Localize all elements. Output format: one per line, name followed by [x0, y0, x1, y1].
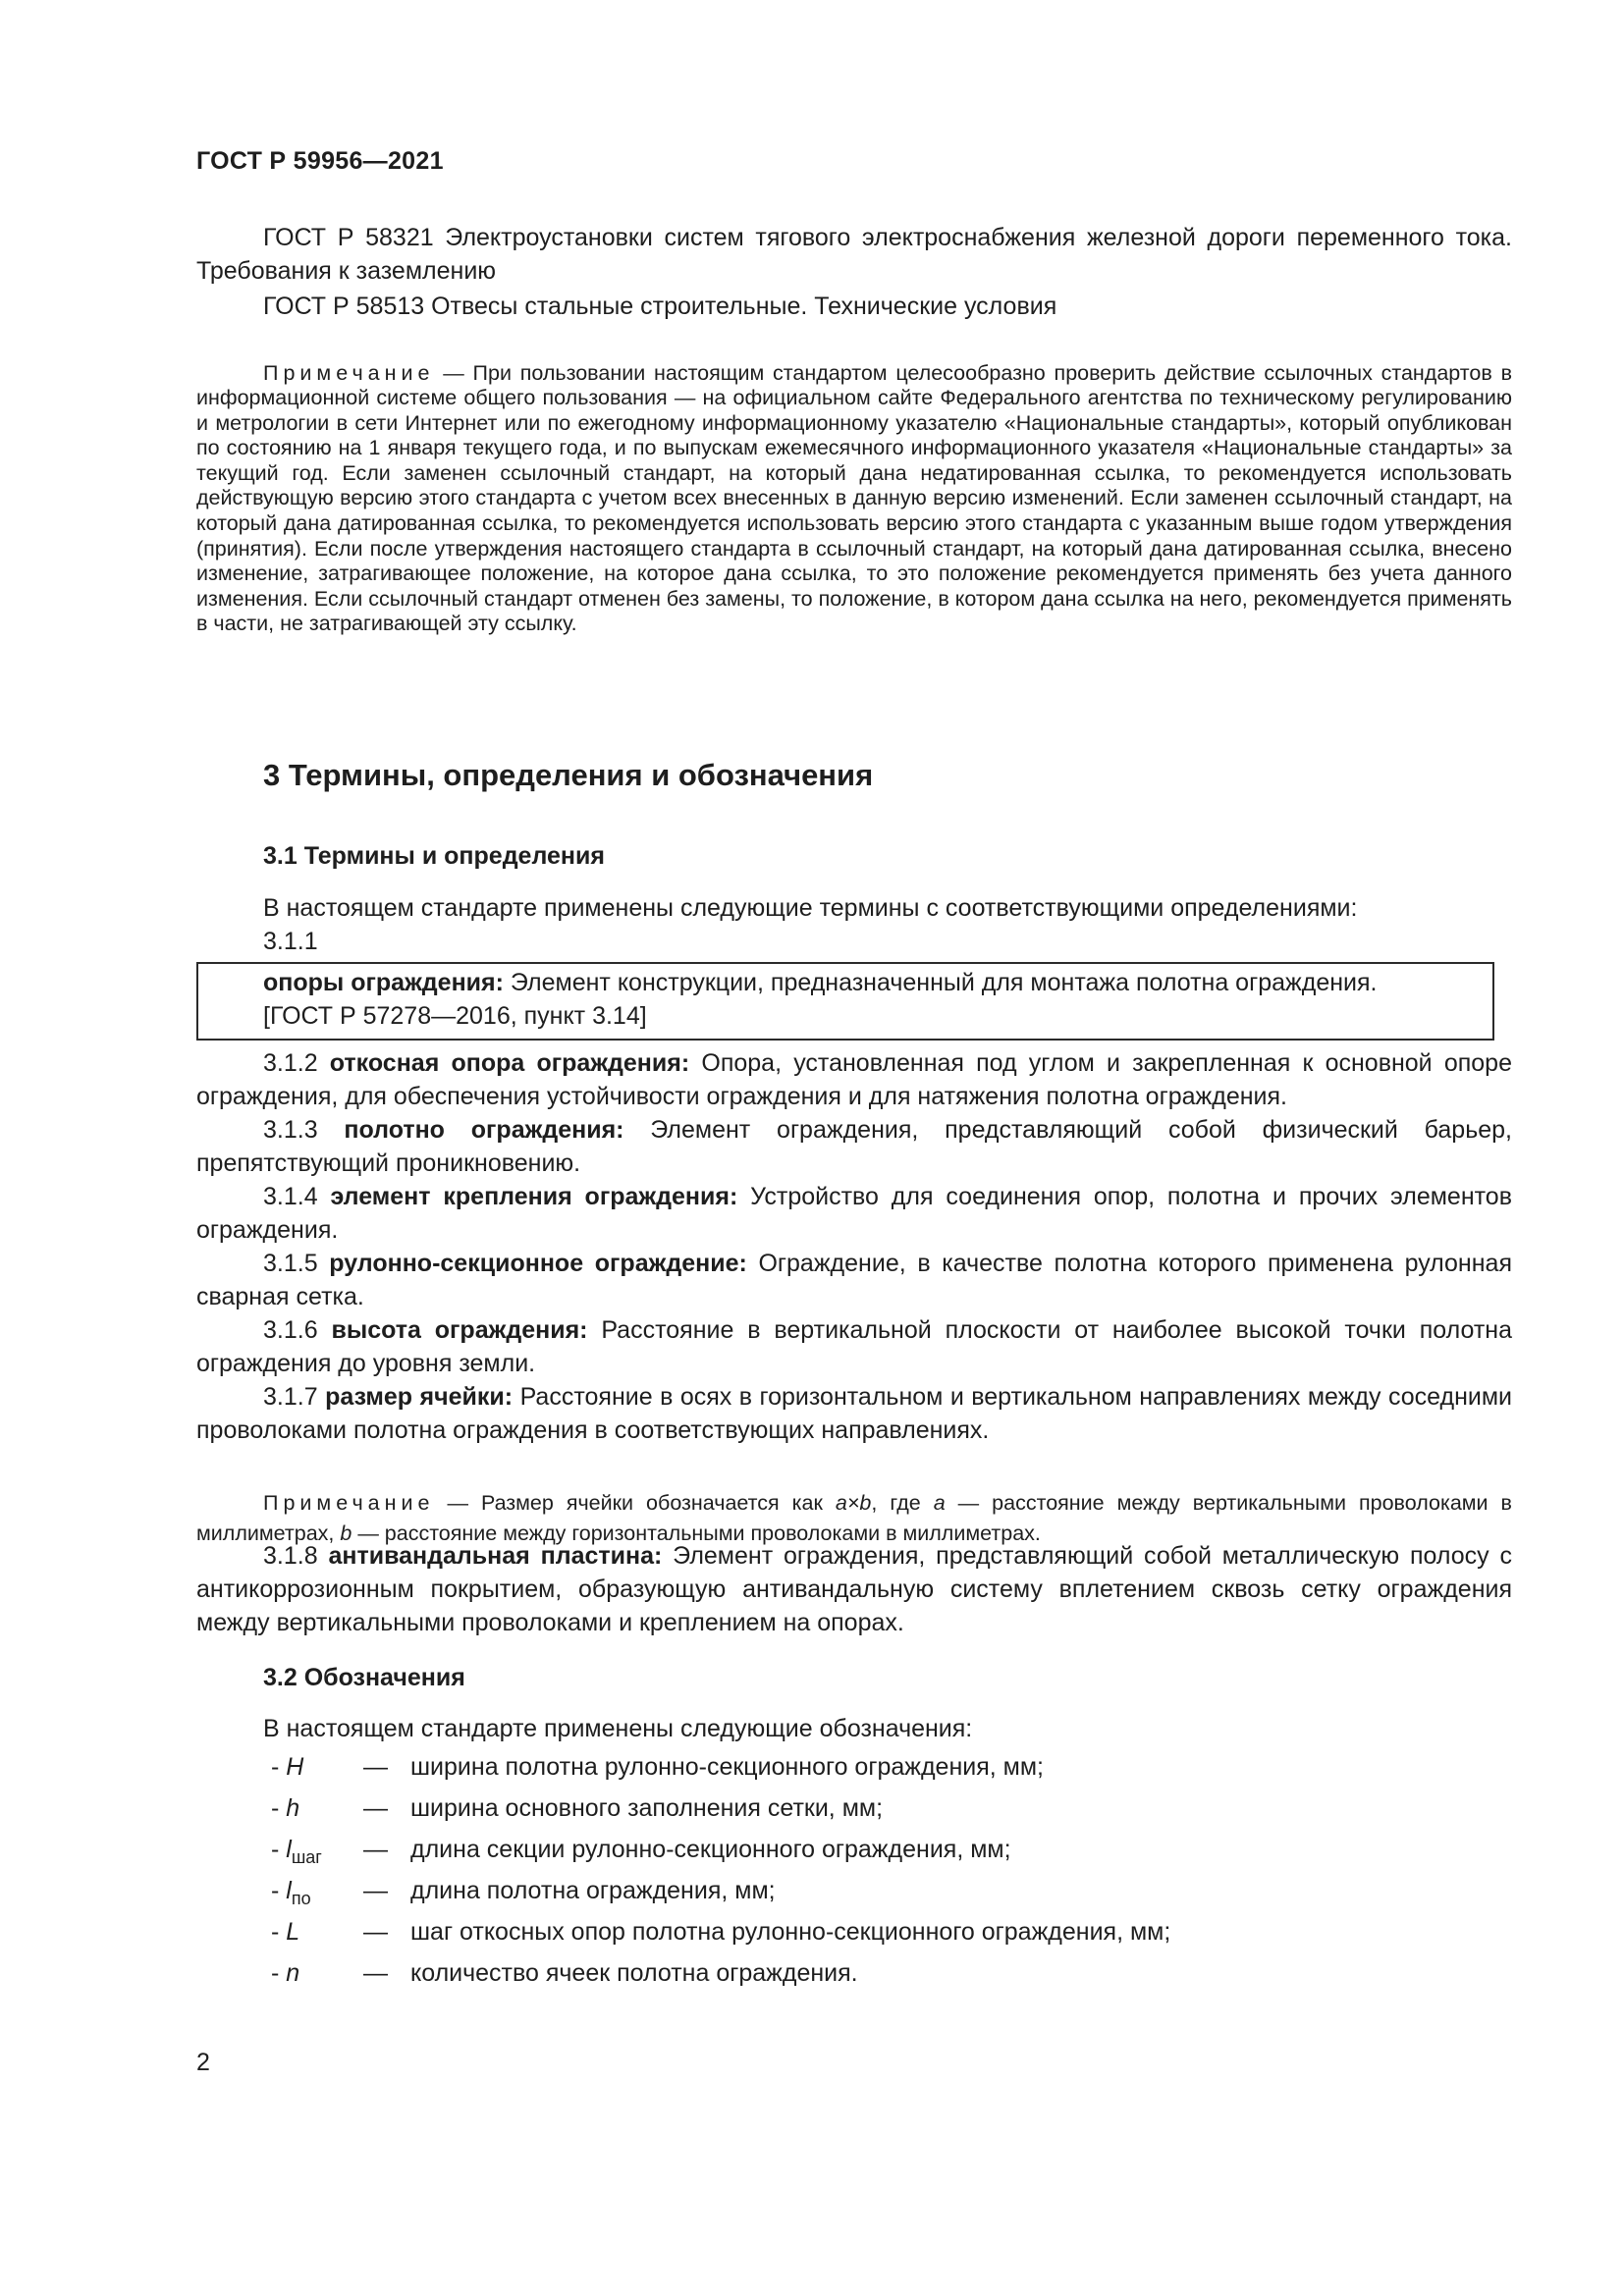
term-name: откосная опора ограждения: — [329, 1049, 690, 1077]
term-number: 3.1.5 — [263, 1250, 330, 1277]
term-number: 3.1.1 — [263, 928, 318, 955]
term-entry — [196, 1380, 1512, 1447]
term-entry — [196, 1113, 1512, 1180]
symbol-name: - L — [271, 1918, 300, 1946]
symbol-description: ширина основного заполнения сетки, мм; — [410, 1794, 884, 1822]
normative-references — [196, 221, 1512, 323]
page-number: 2 — [196, 2049, 210, 2076]
term-name: высота ограждения: — [331, 1316, 588, 1344]
terms-intro: В настоящем стандарте применены следующие термины с соответствующими определениями: — [263, 894, 1358, 922]
reference-item: ГОСТ Р 58321 Электроустановки систем тягового электроснабжения железной дороги переменного тока. Требования к заземлению — [196, 224, 1512, 285]
term-definition: Расстояние в осях в горизонтальном и вертикальном направлениях между соседними проволоками полотна ограждения в соответствующих направлениях. — [196, 1383, 1512, 1444]
symbol-name: - h — [271, 1794, 300, 1822]
symbol-name: - $l_{по}$ — [271, 1877, 311, 1908]
note-text: , где — [871, 1490, 934, 1515]
symbol-dash: — — [363, 1794, 388, 1822]
term-number: 3.1.4 — [263, 1183, 331, 1210]
subsection-title-terms: 3.1 Термины и определения — [263, 842, 605, 870]
term-source: [ГОСТ Р 57278—2016, пункт 3.14] — [263, 1002, 647, 1030]
term-number: 3.1.7 — [263, 1383, 326, 1411]
section-title: 3 Термины, определения и обозначения — [263, 758, 874, 792]
terms-list — [196, 1046, 1512, 1447]
boxed-term-line — [263, 966, 1492, 999]
term-definition: Элемент конструкции, предназначенный для монтажа полотна ограждения. — [503, 969, 1378, 996]
term-number: 3.1.8 — [263, 1542, 329, 1570]
term-entry — [196, 1247, 1512, 1313]
reference-item: ГОСТ Р 58513 Отвесы стальные строительные. Технические условия — [263, 293, 1057, 320]
symbols-intro: В настоящем стандарте применены следующие обозначения: — [263, 1715, 973, 1742]
symbol-dash: — — [363, 1753, 388, 1781]
term-name: размер ячейки: — [325, 1383, 514, 1411]
note-text: — расстояние между горизонтальными проволоками в миллиметрах. — [352, 1521, 1041, 1545]
symbol-dash: — — [363, 1959, 388, 1987]
symbol-description: длина секции рулонно-секционного ограждения, мм; — [410, 1836, 1011, 1863]
note-variable: b — [340, 1521, 352, 1545]
note-references — [196, 361, 1512, 638]
note-formula: a×b — [835, 1490, 872, 1515]
symbol-name: - n — [271, 1959, 300, 1987]
note-variable: a — [933, 1490, 946, 1515]
symbol-name: - $l_{шаг}$ — [271, 1836, 322, 1867]
term-name: элемент крепления ограждения: — [330, 1183, 738, 1210]
standard-code-header: ГОСТ Р 59956—2021 — [196, 147, 444, 175]
note-text: — расстояние между вертикальными проволоками в миллиметрах, — [196, 1490, 1512, 1545]
symbol-dash: — — [363, 1918, 388, 1946]
term-definition: Элемент ограждения, представляющий собой физический барьер, препятствующий проникновению. — [196, 1116, 1512, 1177]
term-name: антивандальная пластина: — [328, 1542, 663, 1570]
symbol-description: шаг откосных опор полотна рулонно-секционного ограждения, мм; — [410, 1918, 1171, 1946]
term-name: опоры ограждения: — [263, 969, 504, 996]
term-definition: Элемент ограждения, представляющий собой металлическую полосу с антикоррозионным покрытием, образующую антивандальную систему вплетением сквозь сетку ограждения между вертикальными проволоками и креплением на опорах. — [196, 1542, 1513, 1636]
term-number: 3.1.6 — [263, 1316, 332, 1344]
symbol-dash: — — [363, 1877, 388, 1904]
term-definition: Ограждение, в качестве полотна которого применена рулонная сварная сетка. — [196, 1250, 1512, 1310]
term-definition: Опора, установленная под углом и закрепленная к основной опоре ограждения, для обеспечения устойчивости ограждения и для натяжения полотна ограждения. — [196, 1049, 1512, 1110]
term-entry — [196, 1313, 1512, 1380]
term-number: 3.1.2 — [263, 1049, 330, 1077]
term-name: рулонно-секционное ограждение: — [329, 1250, 747, 1277]
term-definition: Устройство для соединения опор, полотна и прочих элементов ограждения. — [196, 1183, 1512, 1244]
term-definition: Расстояние в вертикальной плоскости от наиболее высокой точки полотна ограждения до уровня земли. — [196, 1316, 1512, 1377]
term-entry — [196, 1046, 1512, 1113]
term-name: полотно ограждения: — [344, 1116, 624, 1144]
term-entry — [196, 1539, 1512, 1639]
symbol-description: длина полотна ограждения, мм; — [410, 1877, 776, 1904]
note-text: — Размер ячейки обозначается как — [434, 1490, 836, 1515]
subsection-title-symbols: 3.2 Обозначения — [263, 1664, 465, 1691]
note-label: Примечание — [263, 1490, 435, 1515]
symbol-description: количество ячеек полотна ограждения. — [410, 1959, 858, 1987]
note-text: — При пользовании настоящим стандартом целесообразно проверить действие ссылочных стандартов в информационной системе общего пользования — на официальном сайте Федерального агентства по техническому регулированию и метрологии в сети Интернет или по ежегодному информационному указателю «Национальные стандарты», который опубликован по состоянию на 1 января текущего года, и по выпускам ежемесячного информационного указателя «Национальные стандарты» за текущий год. Если заменен ссылочный стандарт, на который дана недатированная ссылка, то рекомендуется использовать действующую версию этого стандарта с учетом всех внесенных в данную версию изменений. Если заменен ссылочный стандарт, на который дана датированная ссылка, то рекомендуется использовать версию этого стандарта с указанным выше годом утверждения (принятия). Если после утверждения настоящего стандарта в ссылочный стандарт, на который дана датированная ссылка, внесено изменение, затрагивающее положение, на которое дана ссылка, то это положение рекомендуется применять без учета данного изменения. Если ссылочный стандарт отменен без замены, то положение, в котором дана ссылка на него, рекомендуется применять в части, не затрагивающей эту ссылку. — [196, 360, 1512, 636]
symbol-dash: — — [363, 1836, 388, 1863]
symbol-description: ширина полотна рулонно-секционного ограждения, мм; — [410, 1753, 1044, 1781]
symbol-name: - H — [271, 1753, 304, 1781]
boxed-term — [196, 962, 1494, 1041]
term-number: 3.1.3 — [263, 1116, 345, 1144]
note-label: Примечание — [263, 360, 435, 385]
term-entry — [196, 1180, 1512, 1247]
